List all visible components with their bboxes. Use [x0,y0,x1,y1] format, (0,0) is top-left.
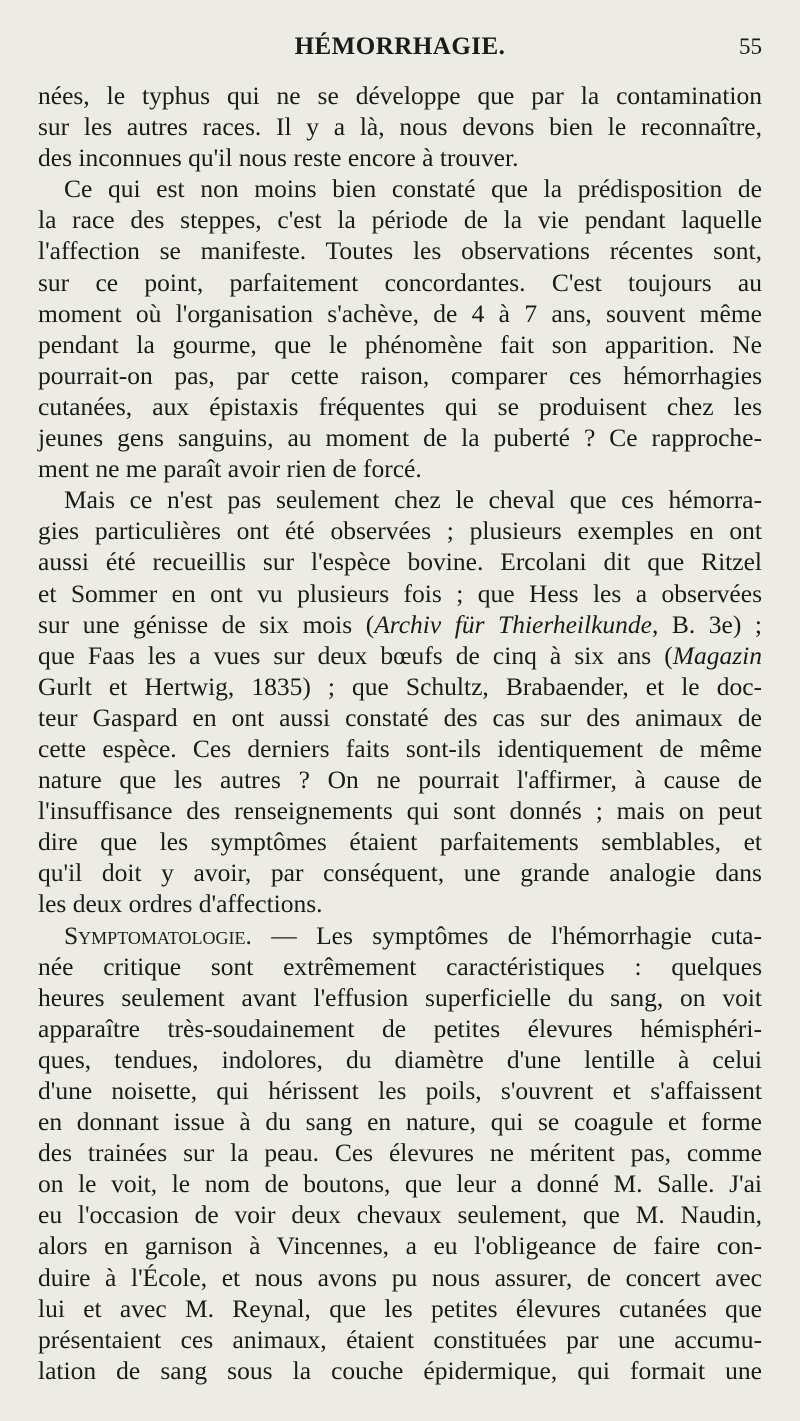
text-line: sur les autres races. Il y a là, nous devons bien le reconnaître, [38,112,762,142]
text-line: présentaient ces animaux, étaient constituées par une accumu- [38,1324,762,1354]
text-line: eu l'occasion de voir deux chevaux seulement, que M. Naudin, [38,1200,762,1230]
page-number: 55 [739,34,762,59]
text-line: nées, le typhus qui ne se développe que par la contamination [38,81,762,110]
italic-citation: Archiv für Thierheilkunde [374,609,652,639]
running-title: HÉMORRHAGIE. [294,33,506,60]
text-line: qu'il doit y avoir, par conséquent, une grande analogie dans [38,858,762,888]
text-line: apparaître très-soudainement de petites élevures hémisphéri- [38,1013,762,1043]
text-line: dire que les symptômes étaient parfaitements semblables, et [38,827,762,857]
text-line: en donnant issue à du sang en nature, qui se coagule et forme [38,1107,762,1137]
text-line: la race des steppes, c'est la période de la vie pendant laquelle [38,205,762,235]
text-line: on le voit, le nom de boutons, que leur a donné M. Salle. J'ai [38,1169,762,1199]
text-line: pendant la gourme, que le phénomène fait son apparition. Ne [38,329,762,359]
text-segment: que Faas les a vues sur deux bœufs de cinq à six ans ( [38,640,673,670]
text-line: duire à l'École, et nous avons pu nous assurer, de concert avec [38,1262,762,1292]
text-segment: sur une génisse de six mois ( [38,609,375,639]
text-line: jeunes gens sanguins, au moment de la puberté ? Ce rapproche- [38,423,762,453]
text-line: des trainées sur la peau. Ces élevures ne méritent pas, comme [38,1138,762,1168]
text-line: ment ne me paraît avoir rien de forcé. [38,454,422,484]
text-line: Ce qui est non moins bien constaté que la prédisposition de [64,174,762,204]
text-line: nature que les autres ? On ne pourrait l'affirmer, à cause de [38,765,762,795]
text-line: l'insuffisance des renseignements qui sont donnés ; mais on peut [38,796,762,826]
text-line: Gurlt et Hertwig, 1835) ; que Schultz, Brabaender, et le doc- [38,671,762,701]
text-line: moment où l'organisation s'achève, de 4 à 7 ans, souvent même [38,298,762,328]
text-line: heures seulement avant l'effusion superficielle du sang, on voit [38,982,762,1012]
text-segment: , B. 3e) ; [651,609,762,639]
text-line: cutanées, aux épistaxis fréquentes qui se produisent chez les [38,391,762,421]
text-line: cette espèce. Ces derniers faits sont-ils identiquement de même [38,733,762,763]
italic-citation: Magazin [672,640,762,670]
text-line: sur ce point, parfaitement concordantes. C'est toujours au [38,267,762,297]
text-line: ques, tendues, indolores, du diamètre d'une lentille à celui [38,1044,762,1074]
page-header [38,30,762,64]
text-line: lui et avec M. Reynal, que les petites élevures cutanées que [38,1293,762,1323]
text-line: l'affection se manifeste. Toutes les observations récentes sont, [38,236,762,266]
text-line: lation de sang sous la couche épidermique, qui formait une [38,1355,762,1385]
text-line: aussi été recueillis sur l'espèce bovine. Ercolani dit que Ritzel [38,547,762,577]
text-line [38,920,762,951]
text-line [38,609,762,640]
text-line: les deux ordres d'affections. [38,889,323,919]
text-line: Mais ce n'est pas seulement chez le cheval que ces hémorra- [64,485,762,515]
text-line: et Sommer en ont vu plusieurs fois ; que Hess les a observées [38,578,762,608]
text-line: née critique sont extrêmement caractéristiques : quelques [38,951,762,981]
section-heading: Symptomatologie. [64,920,252,950]
text-line: gies particulières ont été observées ; plusieurs exemples en ont [38,516,762,546]
text-line: teur Gaspard en ont aussi constaté des cas sur des animaux de [38,702,762,732]
text-line: pourrait-on pas, par cette raison, comparer ces hémorrhagies [38,360,762,390]
text-line [38,640,762,671]
text-line: des inconnues qu'il nous reste encore à trouver. [38,143,519,173]
text-segment: — Les symptômes de l'hémorrhagie cuta- [251,920,762,950]
body-text [38,80,762,1386]
text-line: alors en garnison à Vincennes, a eu l'obligeance de faire con- [38,1231,762,1261]
text-line: d'une noisette, qui hérissent les poils, s'ouvrent et s'affaissent [38,1076,762,1105]
